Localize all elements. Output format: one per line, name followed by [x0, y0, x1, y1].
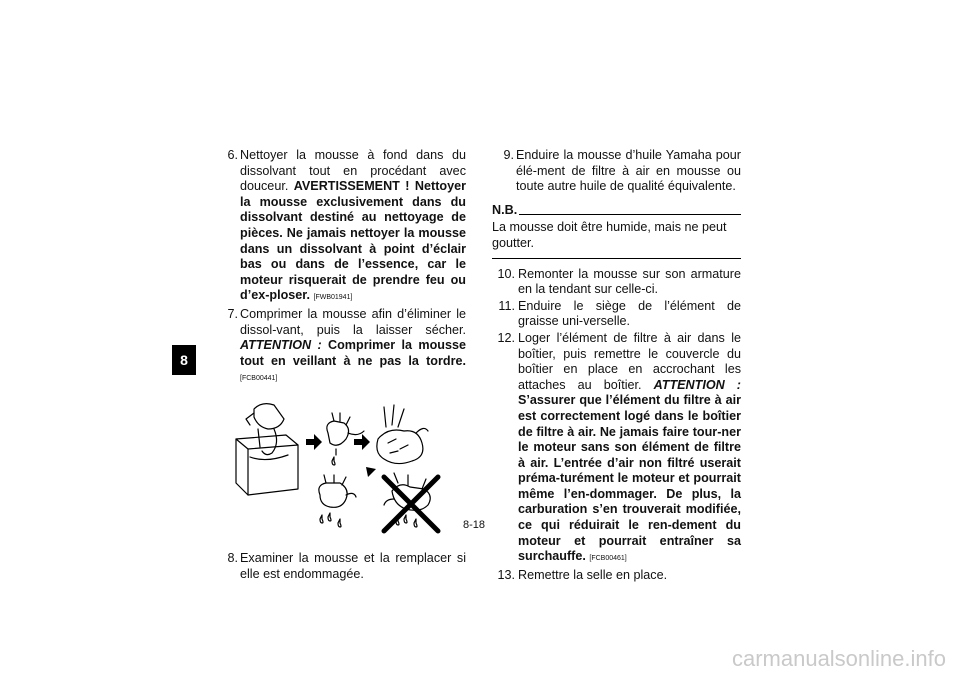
step-13 — [492, 568, 741, 584]
watermark: carmanualsonline.info — [731, 646, 946, 671]
reference-code: [FWB01941] — [313, 294, 353, 302]
step-number: 10. — [497, 266, 515, 281]
warning-text: AVERTISSEMENT ! Nettoyer la mousse exclusivement dans du dissolvant destiné au nettoyage de pièces. Ne jamais nettoyer la mousse dans un dissolvant à point d’éclair bas ou dans de l’essence, car le moteur risquerait de prendre feu ou d’ex-ploser. — [240, 179, 466, 303]
step-9 — [492, 148, 741, 195]
step-text: Comprimer la mousse afin d’éliminer le dissol-vant, puis la laisser sécher. — [240, 306, 466, 337]
right-column — [492, 148, 741, 584]
reference-code: [FCB00461] — [589, 555, 627, 563]
step-text: Examiner la mousse et la remplacer si elle est endommagée. — [240, 550, 466, 581]
attention-text: Comprimer la mousse tout en veillant à ne pas la tordre. — [240, 338, 466, 368]
note-box — [492, 203, 741, 259]
note-header — [492, 203, 741, 219]
left-column — [216, 148, 466, 583]
attention-label: ATTENTION : — [240, 338, 322, 353]
reference-code: [FCB00441] — [240, 375, 278, 383]
page-number: 8-18 — [463, 519, 486, 531]
step-text: Loger l’élément de filtre à air dans le boîtier, puis remettre le couvercle du boîtier en place en accrochant les attaches au boîtier. — [518, 330, 741, 392]
step-number: 8. — [227, 550, 238, 565]
section-tab: 8 — [172, 345, 196, 375]
step-text: Enduire la mousse d’huile Yamaha pour élé-ment de filtre à air en mousse ou toute autre huile de qualité équivalente. — [516, 148, 741, 194]
step-7 — [216, 307, 466, 387]
step-10 — [492, 267, 741, 298]
step-8 — [216, 551, 466, 582]
note-text: La mousse doit être humide, mais ne peut goutter. — [492, 220, 741, 258]
step-text: Remonter la mousse sur son armature en la tendant sur celle-ci. — [518, 266, 741, 297]
step-11 — [492, 299, 741, 330]
foam-squeeze-illustration — [228, 399, 458, 539]
step-text: Nettoyer la mousse à fond dans du dissolvant tout en procédant avec douceur. — [240, 148, 466, 194]
step-number: 13. — [497, 567, 515, 582]
step-number: 7. — [227, 306, 238, 321]
step-number: 12. — [497, 330, 515, 345]
attention-label: ATTENTION : — [653, 377, 741, 392]
step-number: 11. — [498, 298, 515, 313]
attention-text: S’assurer que l’élément du filtre à air est correctement logé dans le boîtier de filtre à air. Ne jamais faire tour-ner le moteur sans son élément de filtre à air. L’entrée d’air non filtré userait préma-turément le moteur et pourrait même l’en-dommager. De plus, la carburation s’en trouverait modifiée, ce qui réduirait le ren-dement du moteur et pourrait entraîner sa surchauffe. — [518, 393, 741, 564]
step-text: Enduire le siège de l’élément de graisse uni-verselle. — [518, 298, 741, 329]
step-12 — [492, 331, 741, 567]
step-number: 6. — [227, 148, 238, 162]
step-text: Remettre la selle en place. — [518, 567, 668, 582]
step-6 — [216, 148, 466, 306]
note-rule — [519, 214, 741, 215]
step-number: 9. — [503, 148, 514, 162]
note-title: N.B. — [492, 202, 518, 217]
